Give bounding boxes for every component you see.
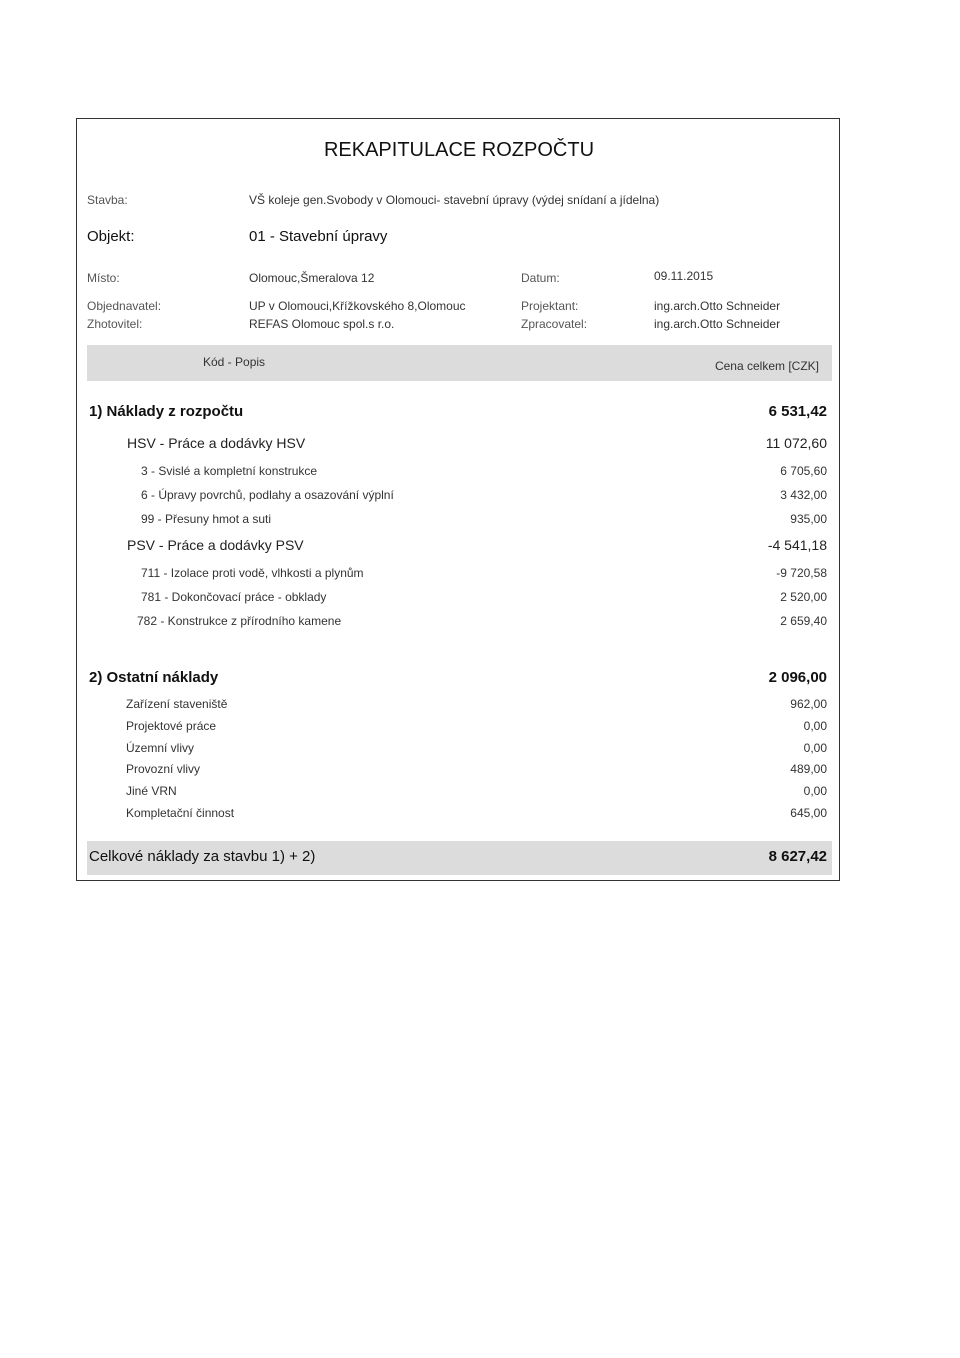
- objekt-value: 01 - Stavební úpravy: [249, 228, 388, 245]
- list-item-value: 0,00: [803, 784, 827, 798]
- list-item-value: 6 705,60: [780, 464, 827, 478]
- datum-label: Datum:: [521, 271, 560, 285]
- zpracovatel-value: ing.arch.Otto Schneider: [654, 317, 781, 331]
- list-item: 782 - Konstrukce z přírodního kamene: [137, 614, 342, 628]
- misto-value: Olomouc,Šmeralova 12: [249, 271, 375, 285]
- list-item: 99 - Přesuny hmot a suti: [141, 512, 272, 526]
- list-item-value: -9 720,58: [776, 566, 827, 580]
- objekt-label: Objekt:: [87, 228, 135, 245]
- zpracovatel-label: Zpracovatel:: [521, 317, 588, 331]
- list-item: Kompletační činnost: [126, 806, 235, 820]
- section1-total: 6 531,42: [768, 403, 827, 420]
- list-item-value: 2 659,40: [780, 614, 827, 628]
- list-item-value: 935,00: [790, 512, 827, 526]
- list-item: 711 - Izolace proti vodě, vlhkosti a plynům: [141, 566, 364, 580]
- datum-value: 09.11.2015: [654, 269, 714, 283]
- grand-total-value: 8 627,42: [768, 848, 827, 865]
- column-cena: Cena celkem [CZK]: [714, 359, 819, 373]
- list-item: 6 - Úpravy povrchů, podlahy a osazování výplní: [141, 488, 394, 502]
- section2-label: 2) Ostatní náklady: [89, 669, 219, 686]
- list-item: Provozní vlivy: [126, 762, 201, 776]
- list-item: Zařízení staveniště: [126, 697, 228, 711]
- zhotovitel-value: REFAS Olomouc spol.s r.o.: [249, 317, 395, 331]
- grand-total-label: Celkové náklady za stavbu 1) + 2): [89, 848, 316, 865]
- list-item: 3 - Svislé a kompletní konstrukce: [141, 464, 318, 478]
- list-item: Územní vlivy: [126, 741, 195, 755]
- list-item-value: 0,00: [803, 719, 827, 733]
- group-hsv-label: HSV - Práce a dodávky HSV: [127, 435, 306, 451]
- objednavatel-value: UP v Olomouci,Křížkovského 8,Olomouc: [249, 299, 466, 313]
- misto-label: Místo:: [87, 271, 120, 285]
- stavba-value: VŠ koleje gen.Svobody v Olomouci- stavební úpravy (výdej snídaní a jídelna): [249, 193, 660, 207]
- group-psv-label: PSV - Práce a dodávky PSV: [127, 537, 304, 553]
- list-item-value: 962,00: [790, 697, 827, 711]
- projektant-value: ing.arch.Otto Schneider: [654, 299, 781, 313]
- section2-total: 2 096,00: [768, 669, 827, 686]
- list-item-value: 489,00: [790, 762, 827, 776]
- list-item: 781 - Dokončovací práce - obklady: [141, 590, 327, 604]
- objednavatel-label: Objednavatel:: [87, 299, 162, 313]
- section1-label: 1) Náklady z rozpočtu: [89, 403, 244, 420]
- list-item-value: 645,00: [790, 806, 827, 820]
- list-item-value: 0,00: [803, 741, 827, 755]
- list-item-value: 2 520,00: [780, 590, 827, 604]
- column-kod-popis: Kód - Popis: [203, 355, 266, 369]
- list-item-value: 3 432,00: [780, 488, 827, 502]
- page-title: REKAPITULACE ROZPOČTU: [323, 139, 595, 161]
- projektant-label: Projektant:: [521, 299, 579, 313]
- stavba-label: Stavba:: [87, 193, 128, 207]
- recap-sheet: [76, 118, 840, 881]
- zhotovitel-label: Zhotovitel:: [87, 317, 143, 331]
- group-psv-total: -4 541,18: [767, 537, 827, 553]
- group-hsv-total: 11 072,60: [765, 435, 827, 451]
- list-item: Projektové práce: [126, 719, 217, 733]
- list-item: Jiné VRN: [126, 784, 177, 798]
